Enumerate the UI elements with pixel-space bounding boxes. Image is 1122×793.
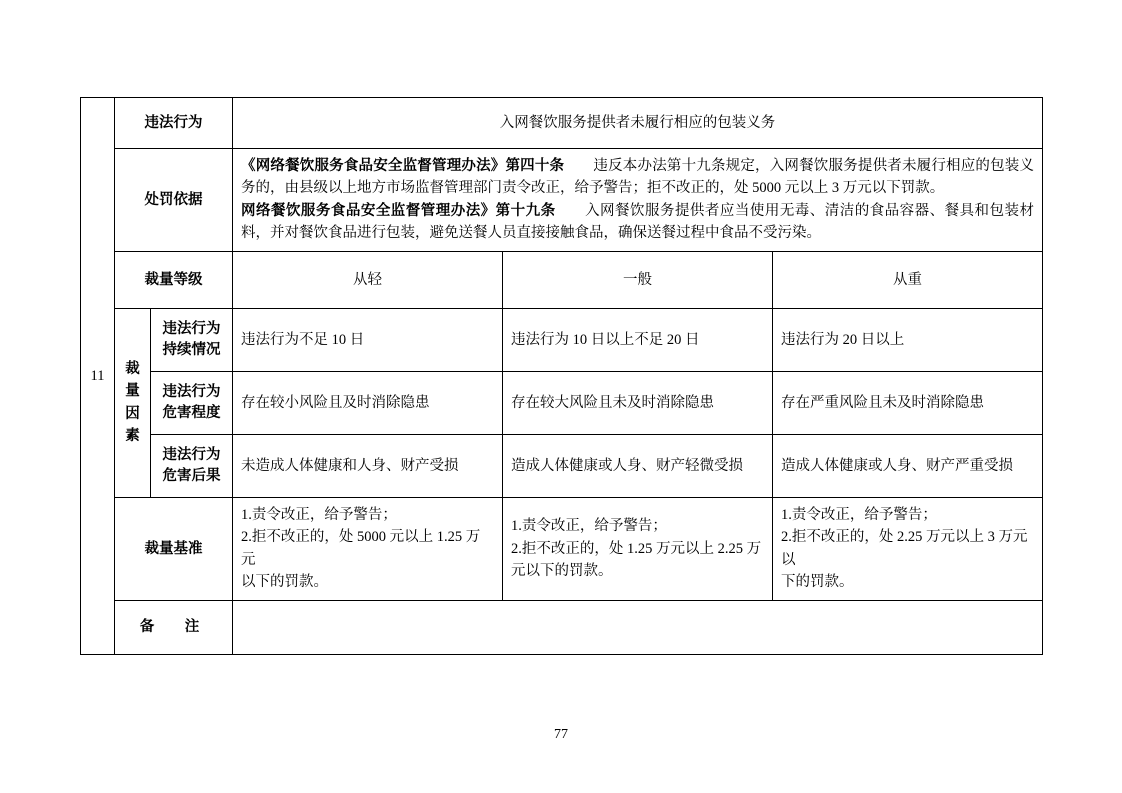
- standard-light-line3: 以下的罚款。: [241, 574, 328, 591]
- standard-general: [503, 497, 773, 600]
- standard-heavy: [773, 497, 1043, 600]
- label-harm-degree-line2: 危害程度: [162, 404, 221, 421]
- label-duration-line1: 违法行为: [162, 320, 221, 337]
- label-discretion-standard: 裁量基准: [115, 497, 233, 600]
- label-harm-degree-line1: 违法行为: [162, 383, 221, 400]
- group-label-discretion-factors: [115, 308, 151, 497]
- penalty-basis-text-2: 入网餐饮服务提供者应当使用无毒、清洁的食品容器、餐具和包装材料，并对餐饮食品进行包装，避免送餐人员直接接触食品，确保送餐过程中食品不受污染。: [241, 202, 1035, 242]
- level-heavy: 从重: [773, 251, 1043, 308]
- level-light: 从轻: [233, 251, 503, 308]
- table-row-duration: [81, 308, 1043, 371]
- remark-content: [233, 600, 1043, 654]
- harm-degree-light: 存在较小风险且及时消除隐患: [233, 371, 503, 434]
- harm-result-light: 未造成人体健康和人身、财产受损: [233, 434, 503, 497]
- harm-result-general: 造成人体健康或人身、财产轻微受损: [503, 434, 773, 497]
- duration-light: 违法行为不足 10 日: [233, 308, 503, 371]
- standard-heavy-line3: 下的罚款。: [781, 574, 854, 591]
- penalty-basis-article-2: 网络餐饮服务食品安全监督管理办法》第十九条: [241, 202, 556, 219]
- row-index-cell: 11: [81, 98, 115, 655]
- penalty-basis-paragraph-1: [241, 155, 1034, 200]
- table-row-discretion-level: [81, 251, 1043, 308]
- page-number: 77: [554, 727, 568, 742]
- table-row-penalty-basis: [81, 149, 1043, 252]
- harm-result-heavy: 造成人体健康或人身、财产严重受损: [773, 434, 1043, 497]
- standard-light-line2: 2.拒不改正的，处 5000 元以上 1.25 万元: [241, 529, 481, 568]
- discretion-table: [80, 97, 1043, 655]
- duration-general: 违法行为 10 日以上不足 20 日: [503, 308, 773, 371]
- label-remark: 备 注: [115, 600, 233, 654]
- standard-heavy-line1: 1.责令改正，给予警告；: [781, 506, 937, 523]
- group-label-char-3: 因: [125, 405, 140, 422]
- label-harm-result-line2: 危害后果: [162, 467, 221, 484]
- harm-degree-general: 存在较大风险且未及时消除隐患: [503, 371, 773, 434]
- standard-light-line1: 1.责令改正，给予警告；: [241, 506, 397, 523]
- penalty-basis-text-1: 违反本办法第十九条规定，入网餐饮服务提供者未履行相应的包装义务的，由县级以上地方市场监督管理部门责令改正，给予警告；拒不改正的，处 5000 元以上 3 万元以下罚款。: [241, 158, 1035, 197]
- harm-degree-heavy: 存在严重风险且未及时消除隐患: [773, 371, 1043, 434]
- penalty-basis-article-1: 《网络餐饮服务食品安全监督管理办法》第四十条: [241, 158, 565, 174]
- table-row-harm-degree: [81, 371, 1043, 434]
- label-duration-line2: 持续情况: [162, 341, 221, 358]
- label-discretion-level: 裁量等级: [115, 251, 233, 308]
- penalty-basis-content: [233, 149, 1043, 252]
- table-row-violation: [81, 98, 1043, 149]
- label-harm-result: [151, 434, 233, 497]
- level-general: 一般: [503, 251, 773, 308]
- violation-title: 入网餐饮服务提供者未履行相应的包装义务: [233, 98, 1043, 149]
- standard-heavy-line2: 2.拒不改正的，处 2.25 万元以上 3 万元以: [781, 529, 1028, 568]
- standard-general-line2: 2.拒不改正的，处 1.25 万元以上 2.25 万: [511, 540, 762, 557]
- group-label-char-2: 量: [125, 383, 140, 400]
- table-row-harm-result: [81, 434, 1043, 497]
- duration-heavy: 违法行为 20 日以上: [773, 308, 1043, 371]
- label-harm-degree: [151, 371, 233, 434]
- group-label-char-4: 素: [125, 428, 140, 445]
- penalty-basis-paragraph-2: [241, 200, 1034, 245]
- label-penalty-basis: 处罚依据: [115, 149, 233, 252]
- table-row-remark: [81, 600, 1043, 654]
- standard-general-line1: 1.责令改正，给予警告；: [511, 518, 667, 535]
- standard-general-line3: 元以下的罚款。: [511, 563, 613, 580]
- label-harm-result-line1: 违法行为: [162, 446, 221, 463]
- table-row-discretion-standard: [81, 497, 1043, 600]
- label-duration: [151, 308, 233, 371]
- group-label-char-1: 裁: [125, 360, 140, 377]
- label-violation: 违法行为: [115, 98, 233, 149]
- standard-light: [233, 497, 503, 600]
